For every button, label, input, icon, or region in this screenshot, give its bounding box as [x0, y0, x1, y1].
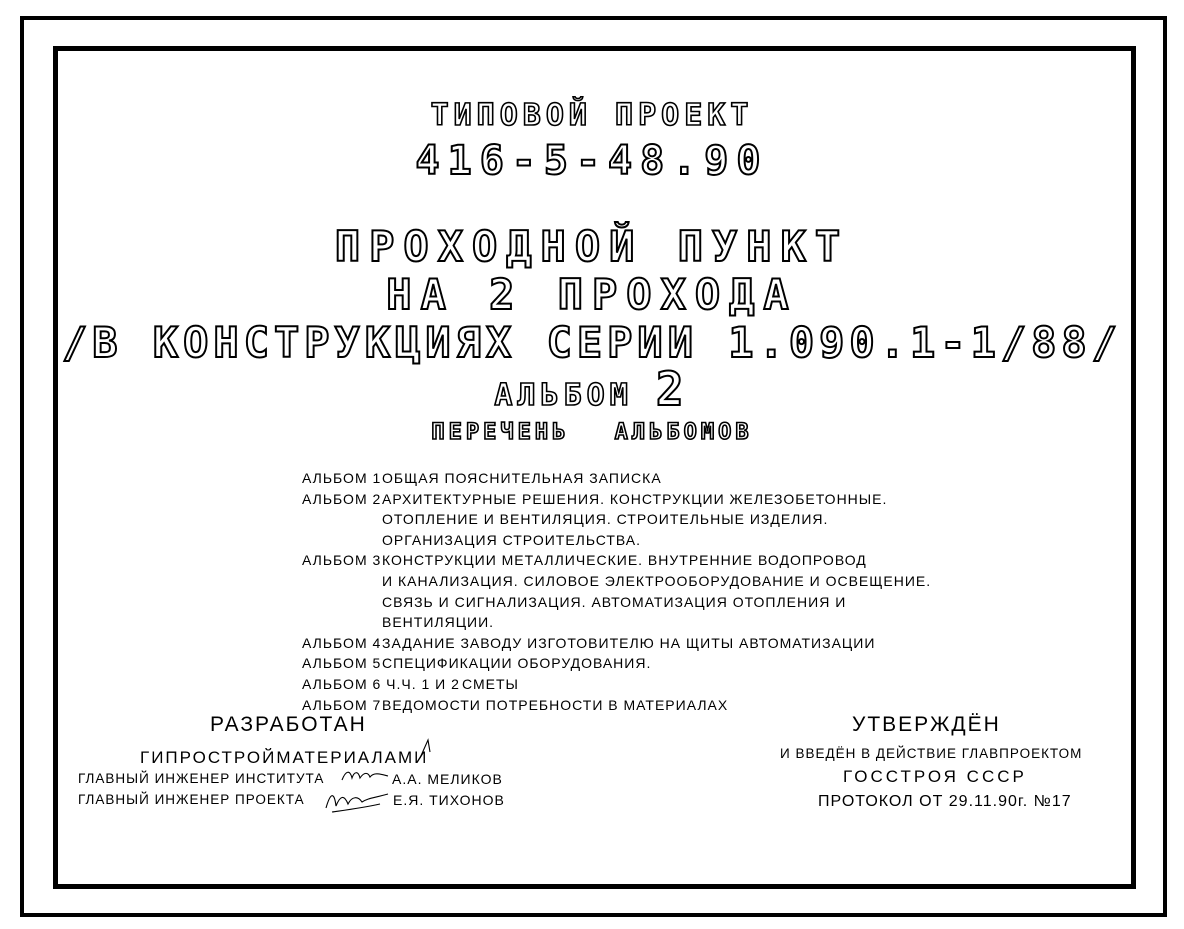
project-number: 416-5-48.90: [415, 138, 769, 184]
chief-engineer-project-name: Е.Я. ТИХОНОВ: [393, 792, 505, 808]
signature-tikhonov: [322, 786, 392, 816]
album-label-3: АЛЬБОМ 3: [302, 552, 382, 569]
approval-protocol: ПРОТОКОЛ ОТ 29.11.90г. №17: [818, 793, 1072, 810]
approved-line-1: И ВВЕДЁН В ДЕЙСТВИЕ ГЛАВПРОЕКТОМ: [780, 746, 1083, 761]
album-label-5: АЛЬБОМ 5: [302, 655, 382, 672]
album-heading: [0, 362, 1184, 416]
list-item: [302, 653, 931, 674]
album-label-4: АЛЬБОМ 4: [302, 634, 382, 651]
list-item: [302, 550, 931, 571]
list-item: [302, 468, 931, 489]
approved-heading: УТВЕРЖДЁН: [852, 713, 1001, 736]
album-desc: И КАНАЛИЗАЦИЯ. СИЛОВОЕ ЭЛЕКТРООБОРУДОВАНИЕ И ОСВЕЩЕНИЕ.: [382, 572, 932, 589]
album-desc: ОТОПЛЕНИЕ И ВЕНТИЛЯЦИЯ. СТРОИТЕЛЬНЫЕ ИЗДЕЛИЯ.: [382, 511, 829, 528]
album-desc: СМЕТЫ: [462, 675, 519, 692]
album-desc: АРХИТЕКТУРНЫЕ РЕШЕНИЯ. КОНСТРУКЦИИ ЖЕЛЕЗОБЕТОННЫЕ.: [382, 490, 888, 507]
list-item: [302, 695, 931, 716]
list-item: [302, 489, 931, 510]
album-desc: ВЕДОМОСТИ ПОТРЕБНОСТИ В МАТЕРИАЛАХ: [382, 696, 729, 713]
album-desc: ЗАДАНИЕ ЗАВОДУ ИЗГОТОВИТЕЛЮ НА ЩИТЫ АВТОМАТИЗАЦИИ: [382, 634, 876, 651]
title-line-2: НА 2 ПРОХОДА: [386, 270, 798, 319]
album-label-7: АЛЬБОМ 7: [302, 696, 382, 713]
album-label-6: АЛЬБОМ 6 Ч.Ч. 1 И 2: [302, 675, 460, 692]
chief-engineer-project-role: ГЛАВНЫЙ ИНЖЕНЕР ПРОЕКТА: [78, 792, 305, 807]
album-desc: СВЯЗЬ И СИГНАЛИЗАЦИЯ. АВТОМАТИЗАЦИЯ ОТОПЛЕНИЯ И: [382, 593, 847, 610]
signature-meliko: [340, 766, 392, 786]
developer-org: ГИПРОСТРОЙМАТЕРИАЛАМИ: [140, 748, 429, 767]
album-desc: СПЕЦИФИКАЦИИ ОБОРУДОВАНИЯ.: [382, 655, 652, 672]
album-label: АЛЬБОМ: [494, 378, 633, 413]
developed-heading: РАЗРАБОТАН: [210, 713, 367, 736]
project-type-title: ТИПОВОЙ ПРОЕКТ: [430, 98, 754, 133]
album-desc: ВЕНТИЛЯЦИИ.: [382, 614, 495, 631]
title-line-1: ПРОХОДНОЙ ПУНКТ: [334, 222, 850, 271]
title-line-3: /В КОНСТРУКЦИЯХ СЕРИИ 1.090.1-1/88/: [61, 318, 1122, 367]
albums-list-title: ПЕРЕЧЕНЬ АЛЬБОМОВ: [431, 420, 753, 445]
chief-engineer-institute-role: ГЛАВНЫЙ ИНЖЕНЕР ИНСТИТУТА: [78, 771, 325, 786]
albums-list: [302, 468, 931, 715]
album-label-2: АЛЬБОМ 2: [302, 490, 382, 507]
list-item: [302, 633, 931, 654]
album-desc: КОНСТРУКЦИИ МЕТАЛЛИЧЕСКИЕ. ВНУТРЕННИЕ ВОДОПРОВОД: [382, 552, 867, 569]
album-desc: ОРГАНИЗАЦИЯ СТРОИТЕЛЬСТВА.: [382, 531, 642, 548]
signature-mark: [416, 738, 436, 760]
list-item: [302, 674, 931, 695]
album-label-1: АЛЬБОМ 1: [302, 470, 382, 486]
album-desc: ОБЩАЯ ПОЯСНИТЕЛЬНАЯ ЗАПИСКА: [382, 470, 662, 486]
approved-line-2: ГОССТРОЯ СССР: [843, 767, 1027, 786]
chief-engineer-institute-name: А.А. МЕЛИКОВ: [392, 771, 503, 787]
album-number: 2: [655, 362, 690, 416]
